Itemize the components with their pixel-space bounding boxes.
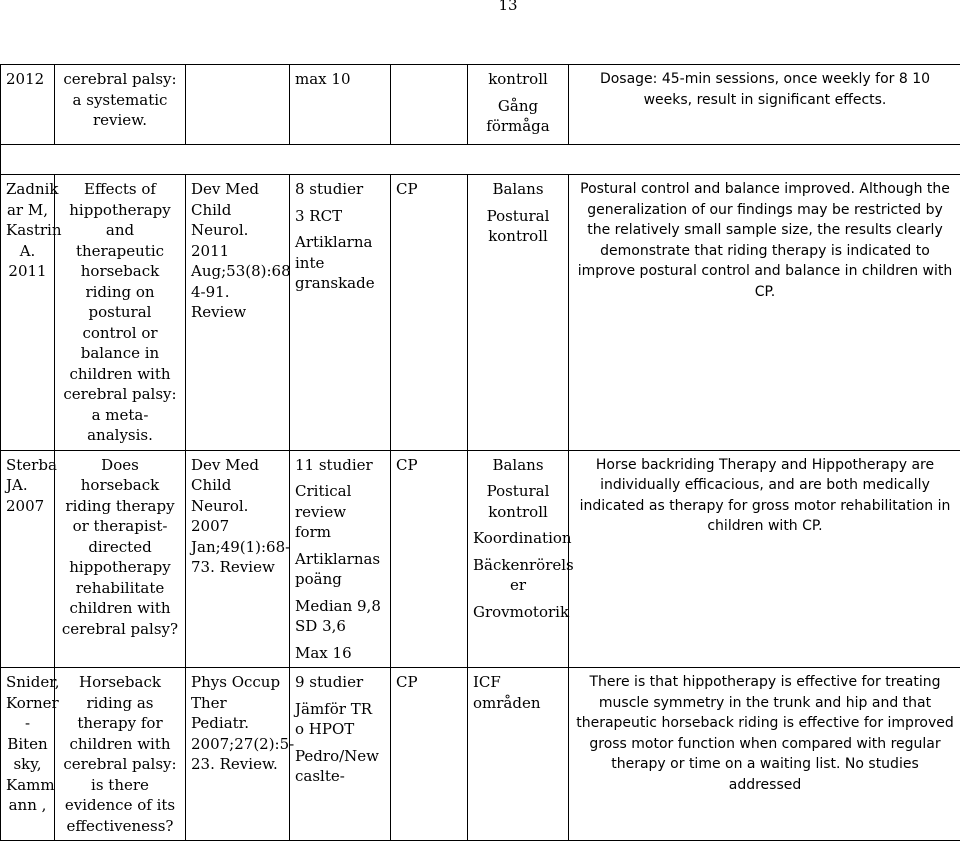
studies-item: 3 RCT [295, 206, 385, 227]
outcome-cell [468, 668, 569, 841]
outcome-item: kontroll [473, 69, 563, 90]
studies-item: Critical review form [295, 481, 385, 543]
cell-text: Horseback riding as therapy for children with cerebral palsy: is there evidence of its effectiveness? [63, 673, 176, 835]
author-cell [1, 668, 55, 841]
table-row [1, 65, 960, 145]
outcome-item: ICF områden [473, 672, 563, 713]
outcome-item: Balans [473, 455, 563, 476]
studies-item: Median 9,8 SD 3,6 [295, 596, 385, 637]
outcome-item: Gång förmåga [473, 96, 563, 137]
cell-text: Phys Occup Ther Pediatr. 2007;27(2):5-23. Review. [191, 673, 294, 773]
cell-text: max 10 [295, 70, 350, 88]
result-cell [569, 450, 960, 668]
studies-item: Artiklarna inte granskade [295, 232, 385, 294]
outcome-item: Balans [473, 179, 563, 200]
result-cell [569, 668, 960, 841]
title-cell [55, 175, 186, 451]
cell-text: Dev Med Child Neurol. 2011 Aug;53(8):68 4-91. Review [191, 180, 291, 321]
cell-text: There is that hippotherapy is effective for treating muscle symmetry in the trunk and hip and that therapeutic horseback riding is effective for improved gross motor function when compared with regular therapy or time on a waiting list. No studies addressed [576, 674, 954, 793]
cell-text: Sterba JA. 2007 [6, 456, 57, 515]
outcome-cell [468, 65, 569, 145]
cell-text: Snider, Korner -Biten sky, Kamm ann , [6, 673, 60, 814]
outcome-cell [468, 175, 569, 451]
year-cell [1, 65, 55, 145]
table-row [1, 450, 960, 668]
title-cell [55, 65, 186, 145]
outcome-cell [468, 450, 569, 668]
studies-item: Pedro/New caslte- [295, 746, 385, 787]
cell-text: Does horseback riding therapy or therapist-directed hippotherapy rehabilitate children with cerebral palsy? [62, 456, 178, 638]
studies-item: Artiklarnas poäng [295, 549, 385, 590]
cell-text: Zadnik ar M, Kastrin A. 2011 [6, 180, 62, 280]
studies-item: Max 16 [295, 643, 385, 664]
outcome-item: Postural kontroll [473, 206, 563, 247]
studies-cell [290, 450, 391, 668]
diagnosis-cell [391, 65, 468, 145]
cell-text: CP [396, 673, 418, 691]
result-cell [569, 175, 960, 451]
cell-text: Dosage: 45-min sessions, once weekly for 8 10 weeks, result in significant effects. [600, 71, 930, 108]
journal-cell [186, 450, 290, 668]
studies-cell [290, 668, 391, 841]
studies-table [0, 64, 960, 841]
diagnosis-cell [391, 450, 468, 668]
result-cell [569, 65, 960, 145]
diagnosis-cell [391, 175, 468, 451]
cell-text: Dev Med Child Neurol. 2007 Jan;49(1):68-73. Review [191, 456, 290, 577]
diagnosis-cell [391, 668, 468, 841]
title-cell [55, 668, 186, 841]
author-cell [1, 175, 55, 451]
title-cell [55, 450, 186, 668]
journal-cell [186, 668, 290, 841]
separator-cell [1, 145, 960, 175]
studies-cell [290, 175, 391, 451]
journal-cell [186, 65, 290, 145]
cell-text: Effects of hippotherapy and therapeutic horseback riding on postural control or balance in children with cerebral palsy: a meta-analysis. [63, 180, 176, 444]
studies-item: 9 studier [295, 672, 385, 693]
cell-text: CP [396, 180, 418, 198]
journal-cell [186, 175, 290, 451]
studies-item: 11 studier [295, 455, 385, 476]
cell-text: Horse backriding Therapy and Hippotherapy are individually efficacious, and are both medically indicated as therapy for gross motor rehabilitation in children with CP. [580, 457, 951, 535]
studies-cell [290, 65, 391, 145]
table-row [1, 668, 960, 841]
cell-text: Postural control and balance improved. Although the generalization of our findings may be restricted by the relatively small sample size, the results clearly demonstrate that riding therapy is indicated to improve postural control and balance in children with CP. [578, 181, 952, 300]
table-row [1, 175, 960, 451]
studies-item: 8 studier [295, 179, 385, 200]
studies-item: Jämför TR o HPOT [295, 699, 385, 740]
cell-text: CP [396, 456, 418, 474]
separator-row [1, 145, 960, 175]
outcome-item: Grovmotorik [473, 602, 563, 623]
outcome-item: Koordination [473, 528, 563, 549]
cell-text: 2012 [6, 70, 44, 88]
outcome-item: Bäckenrörels er [473, 555, 563, 596]
page-number: 13 [0, 0, 960, 14]
author-cell [1, 450, 55, 668]
cell-text: cerebral palsy: a systematic review. [63, 70, 176, 129]
outcome-item: Postural kontroll [473, 481, 563, 522]
